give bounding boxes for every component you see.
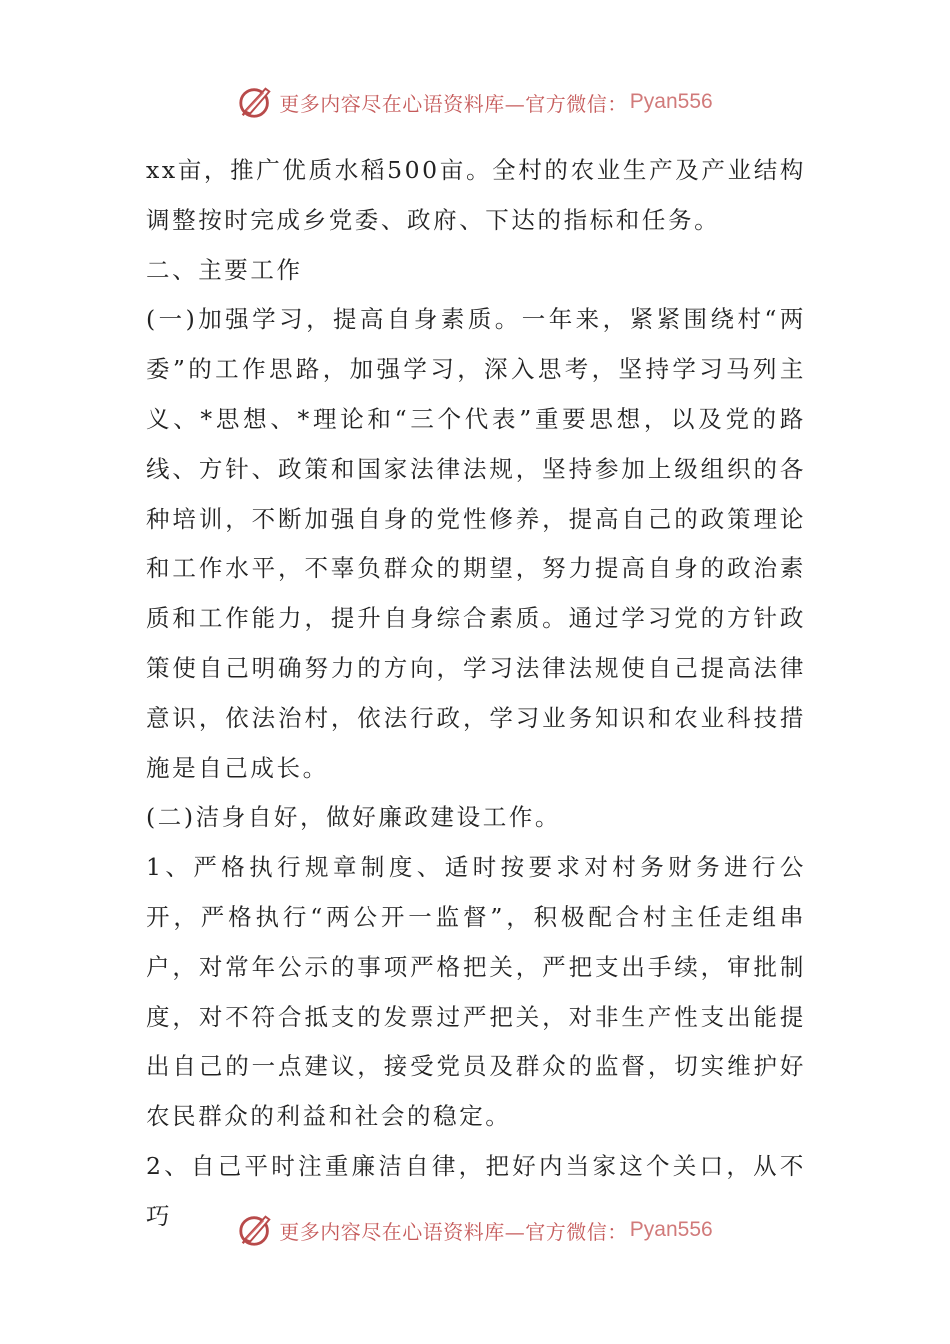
watermark-wechat-id: Pyan556: [629, 90, 713, 113]
footer-watermark: [0, 1210, 950, 1250]
watermark-text: 更多内容尽在心语资料库—官方微信：: [279, 1219, 628, 1244]
quill-logo-icon: [237, 83, 275, 121]
paragraph-item-2: 2、自己平时注重廉洁自律，把好内当家这个关口，从不巧: [146, 1151, 806, 1230]
header-watermark: [0, 82, 950, 122]
subsection-heading: (二)洁身自好，做好廉政建设工作。: [146, 803, 562, 832]
quill-logo-icon: [237, 1211, 275, 1249]
paragraph-study: (一)加强学习，提高自身素质。一年来，紧紧围绕村“两委”的工作思路，加强学习，深入思考，坚持学习马列主义、*思想、*理论和“三个代表”重要思想，以及党的路线、方针、政策和国家法律法规，坚持参加上级组织的各种培训，不断加强自身的党性修养，提高自己的政策理论和工作水平，不辜负群众的期望，努力提高自身的政治素质和工作能力，提升自身综合素质。通过学习党的方针政策使自己明确努力的方向，学习法律法规使自己提高法律意识，依法治村，依法行政，学习业务知识和农业科技措施是自己成长。: [146, 305, 806, 782]
watermark-text: 更多内容尽在心语资料库—官方微信：: [279, 91, 628, 116]
document-body: [146, 146, 806, 1242]
section-heading: 二、主要工作: [146, 255, 303, 284]
paragraph-intro: xx亩，推广优质水稻500亩。全村的农业生产及产业结构调整按时完成乡党委、政府、下达的指标和任务。: [146, 156, 806, 234]
paragraph-item-1: 1、严格执行规章制度、适时按要求对村务财务进行公开，严格执行“两公开一监督”，积极配合村主任走组串户，对常年公示的事项严格把关，严把支出手续，审批制度，对不符合抵支的发票过严把关，对非生产性支出能提出自己的一点建议，接受党员及群众的监督，切实维护好农民群众的利益和社会的稳定。: [146, 853, 806, 1131]
watermark-wechat-id: Pyan556: [629, 1218, 713, 1241]
